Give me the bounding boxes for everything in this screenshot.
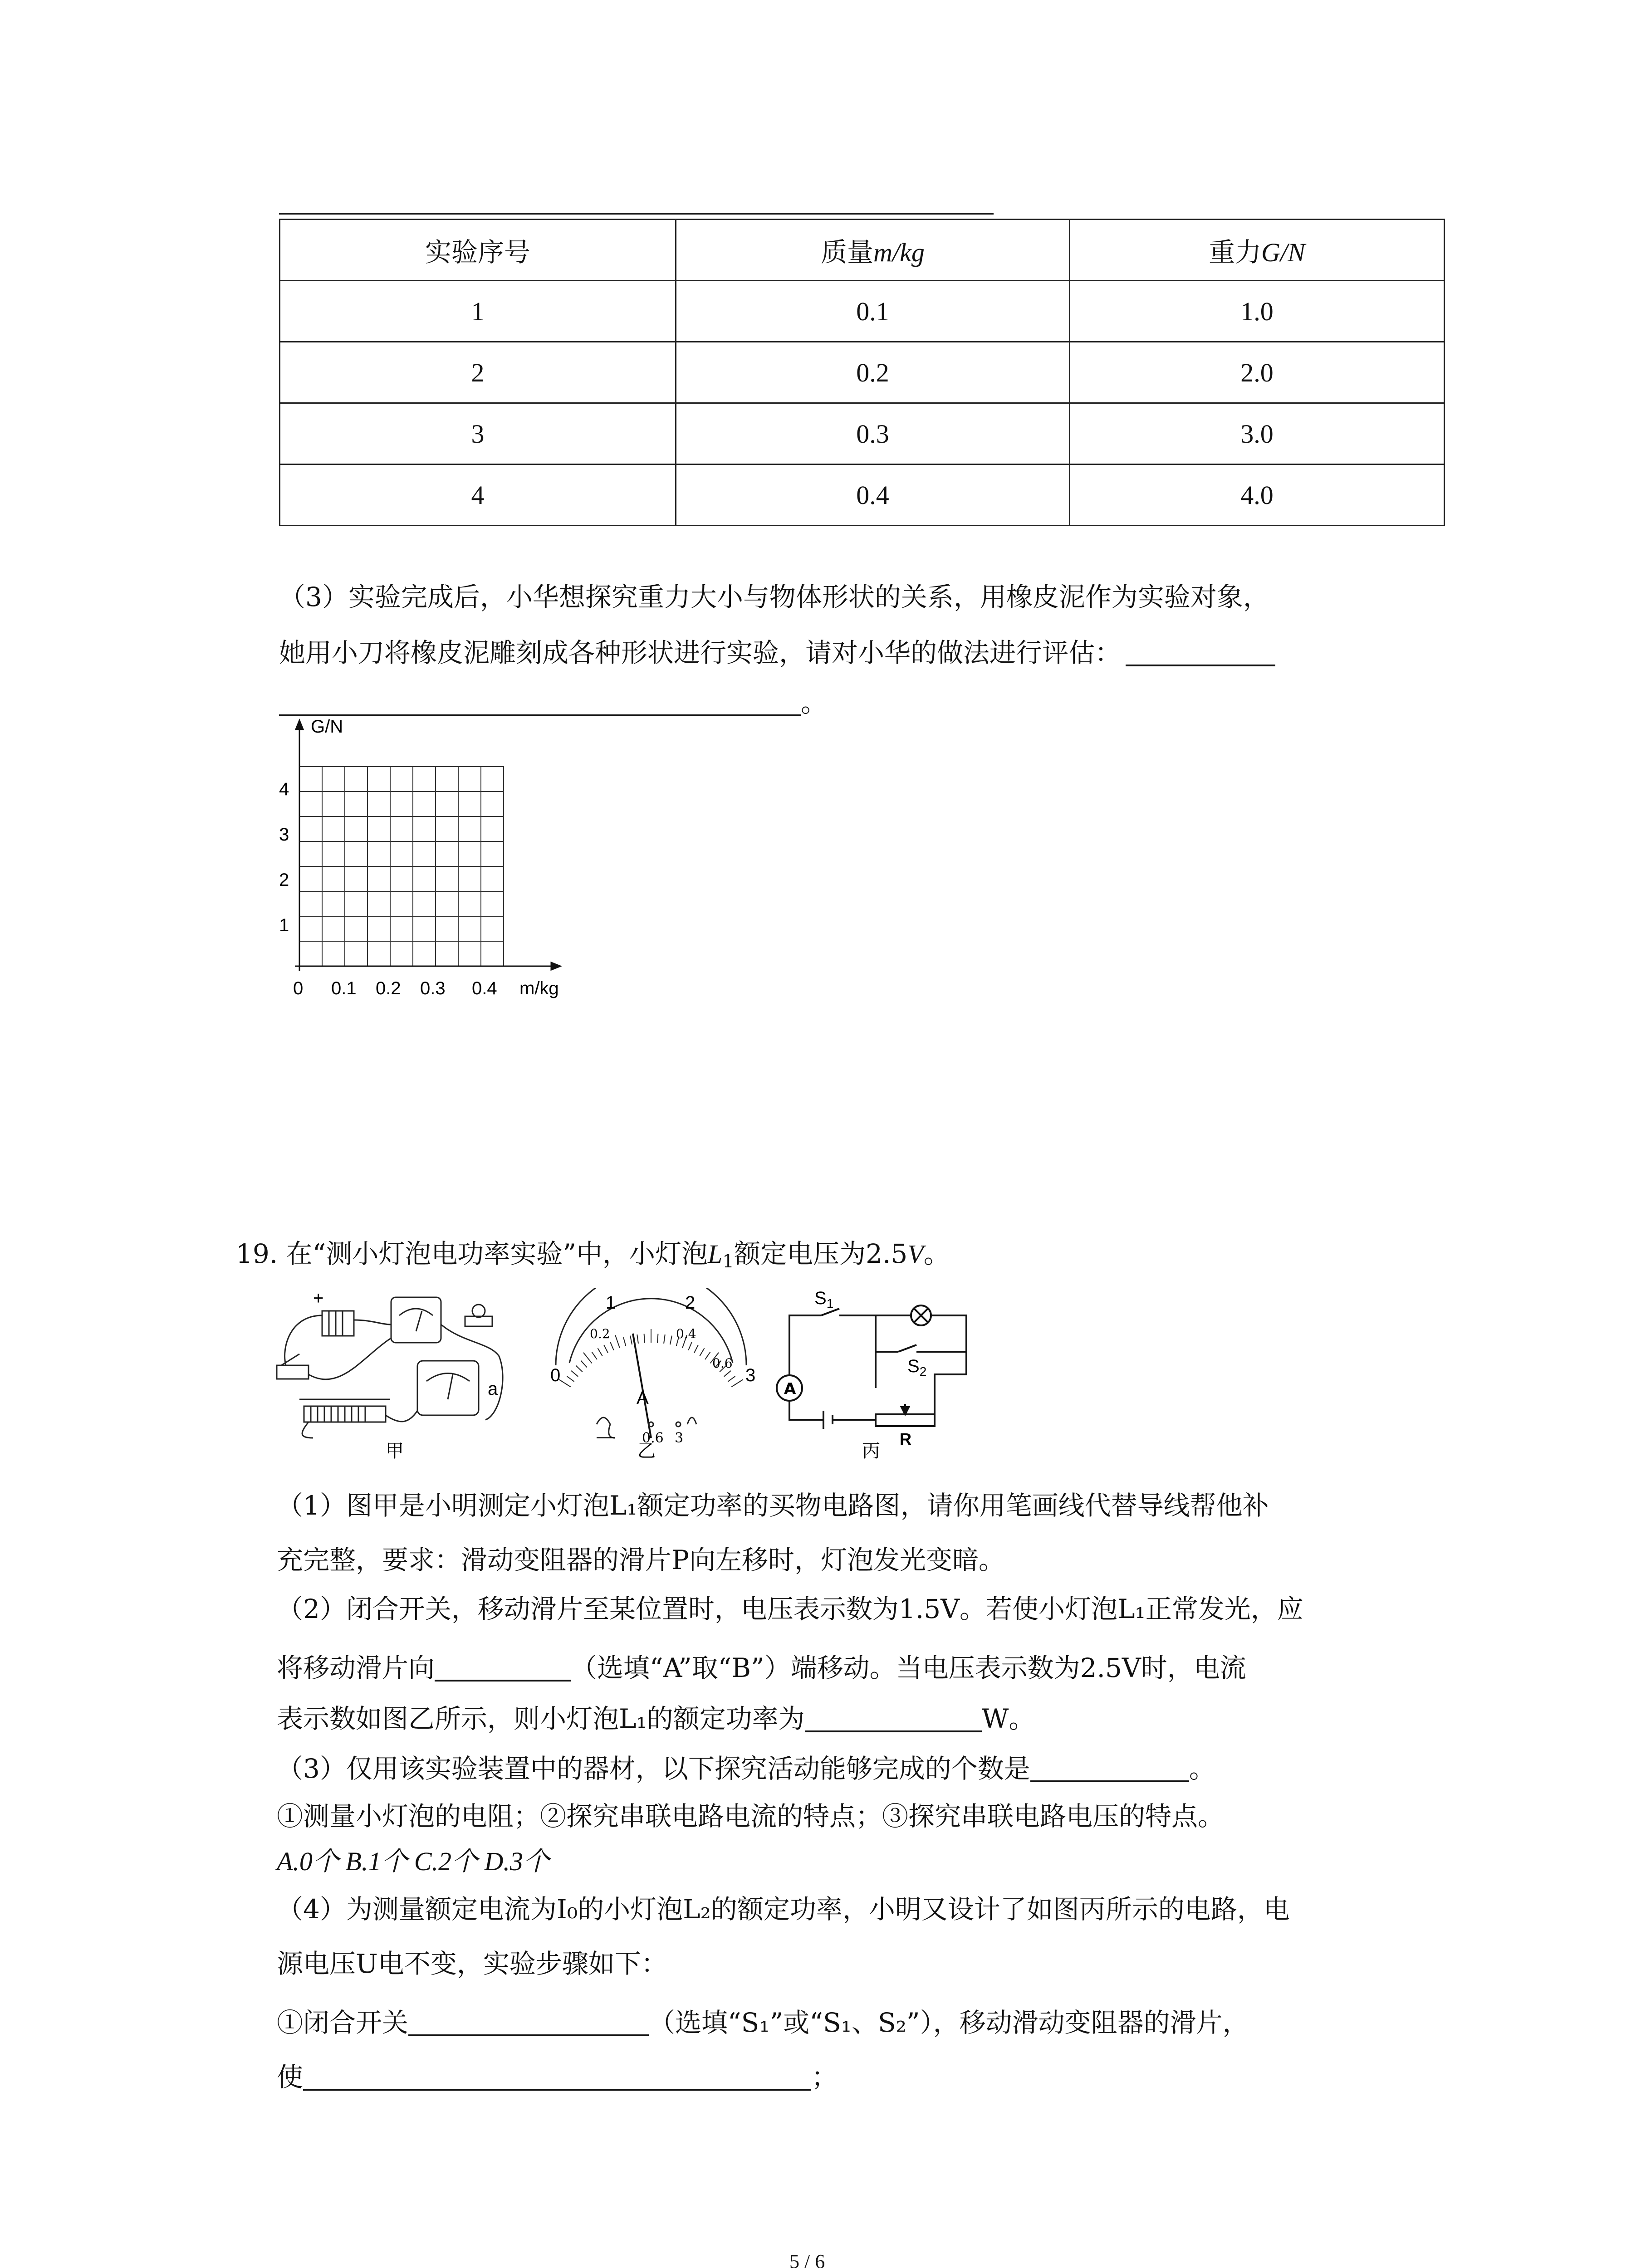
dial-tick (705, 1352, 710, 1359)
terminal-label: 0.6 (642, 1430, 664, 1446)
table-cell: 0.4 (676, 464, 1070, 526)
q19-p4-line1: （4）为测量额定电流为I₀的小灯泡L₂的额定功率，小明又设计了如图丙所示的电路，电 (277, 1894, 1290, 1925)
dial-tick (576, 1365, 582, 1372)
q3-line2: 她用小刀将橡皮泥雕刻成各种形状进行实验，请对小华的做法进行评估： (279, 640, 1275, 666)
dial-scale-label: 0 (550, 1365, 561, 1385)
table-cell: 3.0 (1070, 403, 1445, 464)
top-rule (279, 213, 994, 215)
dial-tick (610, 1342, 614, 1350)
y-tick-label: 3 (279, 825, 289, 845)
dial-tick (615, 1335, 620, 1348)
x-tick-label: 0.4 (472, 978, 497, 998)
dial-needle (633, 1334, 651, 1438)
q19-p2-line1: （2）闭合开关，移动滑片至某位置时，电压表示数为1.5V。若使小灯泡L₁正常发光，应 (277, 1593, 1303, 1624)
ammeter-label: A (784, 1380, 796, 1398)
q3-line1: （3）实验完成后，小华想探究重力大小与物体形状的关系，用橡皮泥作为实验对象， (279, 582, 1269, 612)
figure-label-jia: 甲 (386, 1441, 404, 1461)
q19-p1-line1: （1）图甲是小明测定小灯泡L₁额定功率的买物电路图，请你用笔画线代替导线帮他补 (277, 1490, 1269, 1521)
header-cell: 实验序号 (280, 220, 676, 281)
q19-p4-step1: ①闭合开关 （选填“S₁”或“S₁、S₂”），移动滑动变阻器的滑片， (277, 2007, 1249, 2038)
ammeter-icon (417, 1361, 479, 1415)
voltmeter-icon (391, 1297, 441, 1343)
dial-tick (571, 1371, 578, 1377)
figure-bing-circuit-diagram (771, 1288, 985, 1461)
dial-tick (581, 1361, 587, 1368)
answer-blank (408, 2012, 649, 2036)
dial-scale-label: 1 (606, 1293, 616, 1313)
origin-label: 0 (293, 978, 304, 998)
dial-tick (592, 1352, 597, 1359)
q19-p3-line2: ①测量小灯泡的电阻；②探究串联电路电流的特点；③探究串联电路电压的特点。 (277, 1801, 1225, 1832)
table-row (280, 281, 1445, 342)
plus-sign: + (313, 1288, 324, 1308)
data-table (279, 219, 1445, 526)
dial-tick (670, 1336, 672, 1345)
table-cell: 4.0 (1070, 464, 1445, 526)
answer-blank (435, 1657, 571, 1681)
table-cell: 0.1 (676, 281, 1070, 342)
y-axis-arrow-icon (296, 720, 303, 729)
dial-tick (598, 1348, 603, 1356)
table-cell: 0.3 (676, 403, 1070, 464)
y-tick-label: 1 (279, 915, 289, 935)
y-tick-label: 4 (279, 779, 289, 799)
dial-tick (583, 1353, 592, 1364)
dial-scale-label: 0.6 (712, 1356, 733, 1371)
dial-tick (567, 1376, 574, 1382)
dial-tick (731, 1379, 743, 1387)
header-cell: 重力G/N (1070, 220, 1445, 281)
table-cell: 2.0 (1070, 342, 1445, 403)
x-axis-label: m/kg (519, 978, 559, 998)
dial-tick (700, 1348, 704, 1356)
dial-scale-label: 0.2 (590, 1326, 610, 1341)
figure-label-bing: 丙 (862, 1441, 880, 1461)
dial-tick (559, 1379, 570, 1387)
table-cell: 4 (280, 464, 676, 526)
answer-blank (303, 2066, 811, 2091)
figure-jia-apparatus (272, 1288, 526, 1461)
q19-p1-line2: 充完整，要求：滑动变阻器的滑片P向左移时，灯泡发光变暗。 (277, 1545, 1005, 1575)
s2-label: $S_2$ (907, 1356, 927, 1378)
table-cell: 1.0 (1070, 281, 1445, 342)
dial-scale-label: 0.4 (676, 1326, 696, 1341)
figure-yi-ammeter-dial (529, 1288, 764, 1461)
answer-blank (1126, 642, 1275, 666)
x-tick-label: 0.2 (376, 978, 401, 998)
dial-tick (630, 1336, 632, 1345)
x-tick-label: 0.1 (331, 978, 357, 998)
bulb-icon (472, 1305, 485, 1317)
table-cell: 3 (280, 403, 676, 464)
x-axis-arrow-icon (551, 963, 560, 970)
answer-blank (805, 1708, 982, 1732)
dial-unit-letter: A (637, 1388, 649, 1408)
q19-p3-line1: （3）仅用该实验装置中的器材，以下探究活动能够完成的个数是 。 (277, 1753, 1215, 1784)
answer-blank (1030, 1758, 1189, 1782)
q19-p2-line3: 表示数如图乙所示，则小灯泡L₁的额定功率为 W。 (277, 1703, 1035, 1734)
dial-tick (644, 1334, 645, 1343)
q19-p2-line2: 将移动滑片向 （选填“A”取“B”）端移动。当电压表示数为2.5V时，电流 (277, 1652, 1246, 1683)
dial-tick (664, 1334, 665, 1344)
dial-tick (604, 1345, 608, 1353)
header-cell: 质量m/kg (676, 220, 1070, 281)
q19-p4-line2: 源电压U电不变，实验步骤如下： (277, 1948, 667, 1979)
q19-p3-options: A.0个 B.1个 C.2个 D.3个 (277, 1847, 549, 1876)
s1-label: $S_1$ (814, 1288, 834, 1310)
terminal-label: 3 (675, 1430, 684, 1446)
dial-scale-label: 2 (685, 1293, 696, 1313)
x-tick-label: 0.3 (420, 978, 446, 998)
figure-label-yi: 乙 (637, 1441, 656, 1461)
dial-tick (623, 1337, 626, 1346)
table-cell: 2 (280, 342, 676, 403)
answer-blank (279, 692, 801, 716)
switch-icon (277, 1365, 309, 1379)
dial-tick (637, 1334, 638, 1344)
battery-icon (322, 1311, 354, 1336)
terminal-a-label: a (488, 1379, 498, 1399)
q19-stem: 19. 在“测小灯泡电功率实验”中，小灯泡$L_1$额定电压为2.5V。 (236, 1238, 950, 1272)
q19-p4-step2: 使 ； (277, 2062, 838, 2092)
dial-tick (724, 1371, 731, 1377)
table-row (280, 464, 1445, 526)
dial-tick (694, 1345, 698, 1353)
switch-s2-icon (898, 1345, 916, 1352)
empty-graph (268, 717, 585, 1012)
dial-tick (657, 1334, 658, 1343)
resistor-label: R (900, 1430, 911, 1448)
terminal-label: — (597, 1427, 615, 1447)
table-header-row (280, 220, 1445, 281)
y-tick-label: 2 (279, 870, 289, 890)
table-cell: 0.2 (676, 342, 1070, 403)
table-row (280, 403, 1445, 464)
dial-scale-label: 3 (745, 1365, 756, 1385)
y-axis-label: G/N (311, 717, 343, 737)
page-number: 5 / 6 (789, 2250, 825, 2268)
q3-line3: 。 (279, 689, 827, 716)
dial-tick (688, 1342, 692, 1350)
table-row (280, 342, 1445, 403)
dial-tick (728, 1376, 735, 1382)
table-cell: 1 (280, 281, 676, 342)
